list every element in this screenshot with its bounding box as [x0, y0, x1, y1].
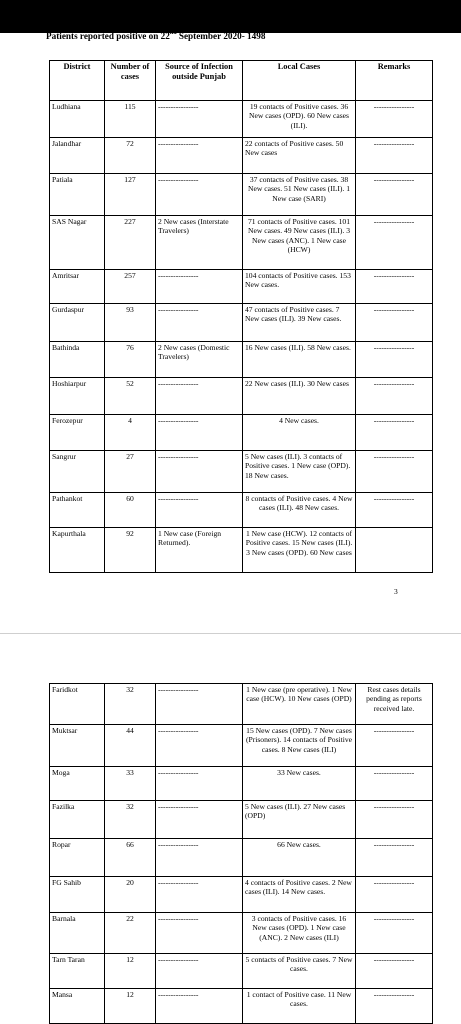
local-cases-cell: 37 contacts of Positive cases. 38 New cases. 51 New cases (ILI). 1 New case (SARI) [243, 174, 356, 216]
title-sup: nd [169, 30, 177, 36]
local-cases-cell: 16 New cases (ILI). 58 New cases. [243, 342, 356, 378]
district-cell: Patiala [50, 174, 105, 216]
district-cell: Jalandhar [50, 138, 105, 174]
table-row [50, 138, 433, 174]
title-prefix: Patients reported positive on 22 [46, 31, 170, 41]
table-row [50, 684, 433, 725]
remarks-cell: ---------------- [356, 216, 433, 270]
district-cell: Fazilka [50, 801, 105, 839]
table-row [50, 451, 433, 493]
table-row [50, 877, 433, 913]
number-cell: 92 [105, 528, 156, 573]
table-row [50, 954, 433, 989]
top-black-bar [0, 0, 461, 33]
remarks-cell: ---------------- [356, 138, 433, 174]
table-row [50, 378, 433, 415]
number-cell: 32 [105, 684, 156, 725]
source-cell: 2 New cases (Interstate Travelers) [156, 216, 243, 270]
table-row [50, 270, 433, 304]
table-row [50, 216, 433, 270]
source-cell: ---------------- [156, 989, 243, 1024]
page-separator [0, 633, 461, 634]
district-cell: Ferozepur [50, 415, 105, 451]
local-cases-cell: 22 contacts of Positive cases. 50 New cases [243, 138, 356, 174]
number-cell: 27 [105, 451, 156, 493]
number-cell: 257 [105, 270, 156, 304]
number-cell: 12 [105, 989, 156, 1024]
header-district: District [50, 61, 105, 101]
district-cell: Gurdaspur [50, 304, 105, 342]
remarks-cell: ---------------- [356, 877, 433, 913]
table-row [50, 528, 433, 573]
number-cell: 12 [105, 954, 156, 989]
source-cell: ---------------- [156, 304, 243, 342]
table-row [50, 415, 433, 451]
number-cell: 60 [105, 493, 156, 528]
source-cell: 1 New case (Foreign Returned). [156, 528, 243, 573]
page-number: 3 [394, 587, 398, 596]
number-cell: 66 [105, 839, 156, 877]
district-cell: Moga [50, 767, 105, 801]
remarks-cell: ---------------- [356, 767, 433, 801]
remarks-cell: ---------------- [356, 989, 433, 1024]
number-cell: 127 [105, 174, 156, 216]
header-number: Number of cases [105, 61, 156, 101]
district-cell: Muktsar [50, 725, 105, 767]
source-cell: ---------------- [156, 451, 243, 493]
district-cell: Tarn Taran [50, 954, 105, 989]
source-cell: ---------------- [156, 954, 243, 989]
number-cell: 93 [105, 304, 156, 342]
local-cases-cell: 3 contacts of Positive cases. 16 New cases (OPD). 1 New case (ANC). 2 New cases (ILI) [243, 913, 356, 954]
local-cases-cell: 19 contacts of Positive cases. 36 New cases (OPD). 60 New cases (ILI). [243, 101, 356, 138]
remarks-cell: ---------------- [356, 304, 433, 342]
source-cell: ---------------- [156, 913, 243, 954]
district-cell: Bathinda [50, 342, 105, 378]
source-cell: ---------------- [156, 767, 243, 801]
source-cell: ---------------- [156, 378, 243, 415]
remarks-cell: ---------------- [356, 954, 433, 989]
local-cases-cell: 22 New cases (ILI). 30 New cases [243, 378, 356, 415]
table-row [50, 989, 433, 1024]
remarks-cell: ---------------- [356, 801, 433, 839]
number-cell: 22 [105, 913, 156, 954]
local-cases-cell: 4 contacts of Positive cases. 2 New cases (ILI). 14 New cases. [243, 877, 356, 913]
number-cell: 72 [105, 138, 156, 174]
local-cases-cell: 33 New cases. [243, 767, 356, 801]
source-cell: ---------------- [156, 138, 243, 174]
local-cases-cell: 66 New cases. [243, 839, 356, 877]
local-cases-cell: 15 New cases (OPD). 7 New cases (Prisoners). 14 contacts of Positive cases. 8 New cases (ILI) [243, 725, 356, 767]
number-cell: 20 [105, 877, 156, 913]
source-cell: ---------------- [156, 725, 243, 767]
table-row [50, 801, 433, 839]
table-row [50, 342, 433, 378]
remarks-cell [356, 528, 433, 573]
district-cell: Sangrur [50, 451, 105, 493]
title-suffix: September 2020- 1498 [176, 31, 266, 41]
header-source: Source of Infection outside Punjab [156, 61, 243, 101]
table-row [50, 101, 433, 138]
district-cell: Faridkot [50, 684, 105, 725]
source-cell: ---------------- [156, 801, 243, 839]
source-cell: ---------------- [156, 684, 243, 725]
table-row [50, 493, 433, 528]
local-cases-cell: 47 contacts of Positive cases. 7 New cases (ILI). 39 New cases. [243, 304, 356, 342]
table-row [50, 839, 433, 877]
local-cases-cell: 5 contacts of Positive cases. 7 New cases. [243, 954, 356, 989]
source-cell: ---------------- [156, 270, 243, 304]
page-title [46, 31, 265, 41]
number-cell: 115 [105, 101, 156, 138]
remarks-cell: ---------------- [356, 725, 433, 767]
source-cell: ---------------- [156, 415, 243, 451]
source-cell: ---------------- [156, 493, 243, 528]
remarks-cell: Rest cases details pending as reports received late. [356, 684, 433, 725]
number-cell: 76 [105, 342, 156, 378]
table-row [50, 304, 433, 342]
cases-table-page2 [49, 683, 433, 1024]
district-cell: Barnala [50, 913, 105, 954]
number-cell: 227 [105, 216, 156, 270]
remarks-cell: ---------------- [356, 415, 433, 451]
district-cell: FG Sahib [50, 877, 105, 913]
source-cell: ---------------- [156, 839, 243, 877]
table-header-row [50, 61, 433, 101]
header-local: Local Cases [243, 61, 356, 101]
local-cases-cell: 8 contacts of Positive cases. 4 New cases (ILI). 48 New cases. [243, 493, 356, 528]
table-row [50, 725, 433, 767]
source-cell: ---------------- [156, 174, 243, 216]
remarks-cell: ---------------- [356, 101, 433, 138]
number-cell: 4 [105, 415, 156, 451]
district-cell: Kapurthala [50, 528, 105, 573]
district-cell: Hoshiarpur [50, 378, 105, 415]
local-cases-cell: 1 New case (pre operative). 1 New case (HCW). 10 New cases (OPD) [243, 684, 356, 725]
district-cell: Ropar [50, 839, 105, 877]
header-remarks: Remarks [356, 61, 433, 101]
district-cell: Mansa [50, 989, 105, 1024]
table-row [50, 767, 433, 801]
local-cases-cell: 104 contacts of Positive cases. 153 New cases. [243, 270, 356, 304]
local-cases-cell: 1 contact of Positive case. 11 New cases. [243, 989, 356, 1024]
remarks-cell: ---------------- [356, 342, 433, 378]
remarks-cell: ---------------- [356, 174, 433, 216]
remarks-cell: ---------------- [356, 913, 433, 954]
district-cell: Amritsar [50, 270, 105, 304]
district-cell: Ludhiana [50, 101, 105, 138]
remarks-cell: ---------------- [356, 378, 433, 415]
source-cell: ---------------- [156, 101, 243, 138]
local-cases-cell: 5 New cases (ILI). 27 New cases (OPD) [243, 801, 356, 839]
local-cases-cell: 71 contacts of Positive cases. 101 New cases. 49 New cases (ILI). 3 New cases (ANC). 1 New case (HCW) [243, 216, 356, 270]
district-cell: Pathankot [50, 493, 105, 528]
local-cases-cell: 4 New cases. [243, 415, 356, 451]
remarks-cell: ---------------- [356, 451, 433, 493]
source-cell: ---------------- [156, 877, 243, 913]
local-cases-cell: 5 New cases (ILI). 3 contacts of Positive cases. 1 New case (OPD). 18 New cases. [243, 451, 356, 493]
local-cases-cell: 1 New case (HCW). 12 contacts of Positive cases. 15 New cases (ILI). 3 New cases (OPD). 60 New cases [243, 528, 356, 573]
number-cell: 52 [105, 378, 156, 415]
cases-table-page1 [49, 60, 433, 573]
source-cell: 2 New cases (Domestic Travelers) [156, 342, 243, 378]
number-cell: 32 [105, 801, 156, 839]
remarks-cell: ---------------- [356, 270, 433, 304]
table-row [50, 174, 433, 216]
district-cell: SAS Nagar [50, 216, 105, 270]
table-row [50, 913, 433, 954]
remarks-cell: ---------------- [356, 839, 433, 877]
number-cell: 44 [105, 725, 156, 767]
number-cell: 33 [105, 767, 156, 801]
remarks-cell: ---------------- [356, 493, 433, 528]
